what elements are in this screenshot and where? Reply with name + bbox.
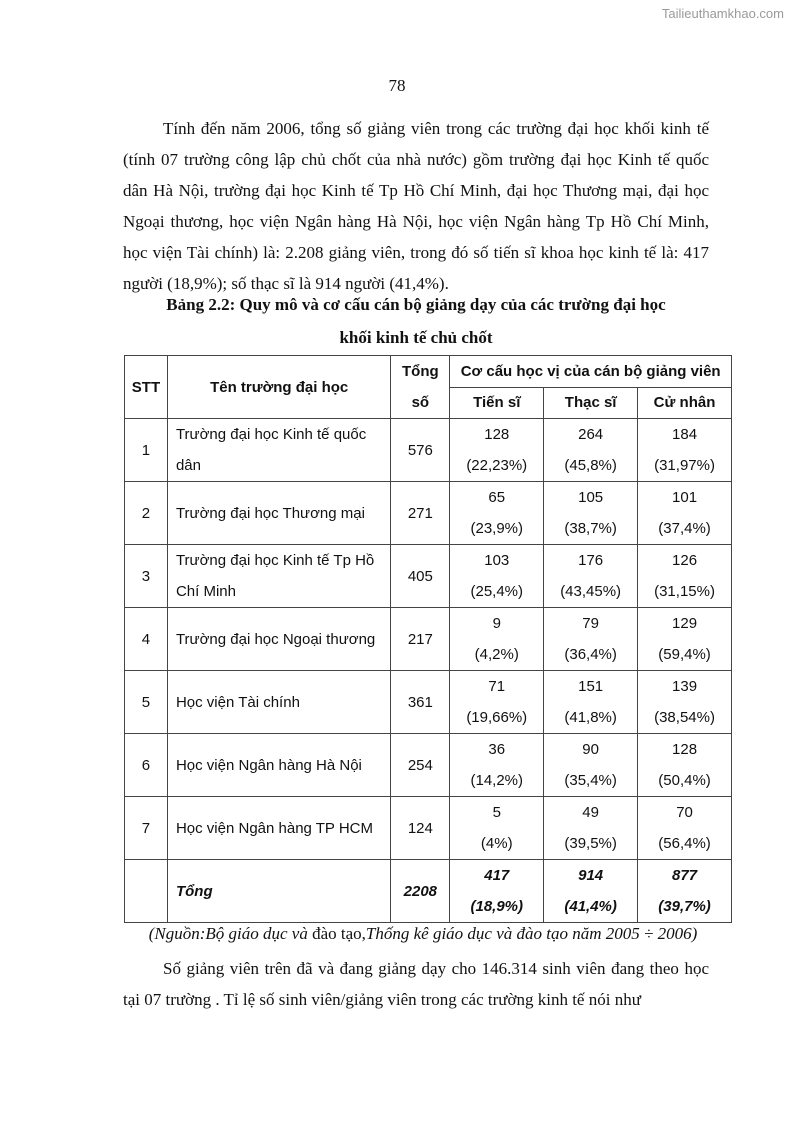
cell-masters-percent: (39,5%): [564, 835, 617, 852]
cell-phd-count: 36: [488, 741, 506, 758]
cell-masters-total-percent: (41,4%): [564, 898, 617, 915]
cell-phd-percent: (19,66%): [466, 709, 528, 726]
table-caption-line1: Bảng 2.2: Quy mô và cơ cấu cán bộ giảng dạy của các trường đại học: [166, 295, 666, 314]
table-row: [125, 797, 732, 860]
cell-masters: [544, 419, 638, 482]
cell-bachelor-percent: (38,54%): [654, 709, 715, 726]
cell-phd: [450, 797, 544, 860]
cell-masters-count: 176: [578, 552, 604, 569]
cell-bachelor: [638, 734, 732, 797]
cell-bachelor-percent: (56,4%): [658, 835, 711, 852]
cell-phd-count: 128: [484, 426, 510, 443]
table-row: [125, 734, 732, 797]
cell-phd-count: 65: [488, 489, 506, 506]
cell-bachelor-count: 139: [672, 678, 698, 695]
cell-masters: [544, 671, 638, 734]
cell-bachelor-total-percent: (39,7%): [658, 898, 711, 915]
header-masters: Thạc sĩ: [544, 387, 638, 419]
cell-bachelor-percent: (31,15%): [654, 583, 715, 600]
cell-phd: [450, 671, 544, 734]
cell-phd-total: [450, 860, 544, 923]
cell-bachelor-count: 70: [676, 804, 693, 821]
cell-bachelor: [638, 608, 732, 671]
table-row: [125, 419, 732, 482]
source-note: [123, 924, 723, 944]
cell-phd-count: 71: [488, 678, 506, 695]
table-caption: [123, 288, 709, 354]
cell-masters: [544, 545, 638, 608]
intro-paragraph: Tính đến năm 2006, tổng số giảng viên trong các trường đại học khối kinh tế (tính 07 trường công lập chủ chốt của nhà nước) gồm trường đại học Kinh tế quốc dân Hà Nội, trường đại học Kinh tế Tp Hồ Chí Minh, đại học Thương mại, đại học Ngoại thương, học viện Ngân hàng Hà Nội, học viện Ngân hàng Tp Hồ Chí Minh, học viện Tài chính) là: 2.208 giảng viên, trong đó số tiến sĩ khoa học kinh tế là: 417 người (18,9%); số thạc sĩ là 914 người (41,4%).: [123, 119, 709, 293]
cell-total: 124: [391, 797, 450, 860]
cell-stt: 5: [125, 671, 168, 734]
closing-paragraph: Số giảng viên trên đã và đang giảng dạy cho 146.314 sinh viên đang theo học tại 07 trường . Tỉ lệ số sinh viên/giảng viên trong các trường kinh tế nói như: [123, 959, 709, 1009]
cell-masters-total-count: 914: [578, 867, 604, 884]
table-row: [125, 671, 732, 734]
staff-table: [124, 355, 732, 923]
cell-total: 405: [391, 545, 450, 608]
table-row: [125, 482, 732, 545]
table-caption-line2: khối kinh tế chủ chốt: [339, 328, 493, 347]
cell-phd: [450, 482, 544, 545]
cell-bachelor-percent: (31,97%): [654, 457, 715, 474]
cell-bachelor-total: [638, 860, 732, 923]
cell-school-name: Trường đại học Ngoại thương: [167, 608, 390, 671]
header-phd: Tiến sĩ: [450, 387, 544, 419]
cell-phd-total-count: 417: [484, 867, 510, 884]
cell-stt-empty: [125, 860, 168, 923]
source-suffix: Thống kê giáo dục và đào tạo năm 2005 ÷ 2006): [365, 924, 698, 943]
cell-bachelor-percent: (37,4%): [658, 520, 711, 537]
cell-school-name: Trường đại học Thương mại: [167, 482, 390, 545]
watermark: Tailieuthamkhao.com: [661, 6, 784, 21]
header-school: Tên trường đại học: [167, 356, 390, 419]
cell-bachelor: [638, 419, 732, 482]
total-row: [125, 860, 732, 923]
cell-masters-count: 90: [582, 741, 599, 758]
cell-masters-count: 105: [578, 489, 604, 506]
cell-masters: [544, 608, 638, 671]
cell-masters-percent: (36,4%): [564, 646, 617, 663]
cell-bachelor-count: 184: [672, 426, 698, 443]
header-total-line2: số: [411, 394, 430, 411]
cell-bachelor-total-count: 877: [672, 867, 698, 884]
cell-stt: 6: [125, 734, 168, 797]
cell-phd-percent: (22,23%): [466, 457, 528, 474]
cell-bachelor-count: 129: [672, 615, 698, 632]
cell-stt: 1: [125, 419, 168, 482]
cell-total: 576: [391, 419, 450, 482]
cell-total: 217: [391, 608, 450, 671]
cell-masters-percent: (35,4%): [564, 772, 617, 789]
cell-total: 254: [391, 734, 450, 797]
cell-school-name: Trường đại học Kinh tế Tp Hồ Chí Minh: [167, 545, 390, 608]
header-total-line1: Tổng: [402, 363, 439, 380]
cell-phd-percent: (23,9%): [470, 520, 524, 537]
cell-total: 271: [391, 482, 450, 545]
cell-bachelor: [638, 797, 732, 860]
cell-masters-percent: (45,8%): [564, 457, 617, 474]
cell-bachelor-count: 101: [672, 489, 698, 506]
cell-total: 361: [391, 671, 450, 734]
cell-phd: [450, 419, 544, 482]
cell-bachelor-percent: (50,4%): [658, 772, 711, 789]
cell-stt: 3: [125, 545, 168, 608]
cell-masters-percent: (43,45%): [560, 583, 622, 600]
cell-phd-percent: (25,4%): [470, 583, 524, 600]
cell-school-name: Trường đại học Kinh tế quốc dân: [167, 419, 390, 482]
cell-masters-count: 151: [578, 678, 604, 695]
cell-phd-percent: (14,2%): [470, 772, 524, 789]
table-row: [125, 545, 732, 608]
cell-phd-count: 103: [484, 552, 510, 569]
cell-masters-count: 264: [578, 426, 604, 443]
source-prefix: (Nguồn:Bộ giáo dục và: [148, 924, 313, 943]
cell-bachelor: [638, 482, 732, 545]
page-number: 78: [388, 76, 406, 95]
cell-bachelor: [638, 671, 732, 734]
cell-masters-count: 79: [582, 615, 599, 632]
cell-stt: 7: [125, 797, 168, 860]
cell-masters: [544, 482, 638, 545]
cell-masters: [544, 797, 638, 860]
cell-masters: [544, 734, 638, 797]
cell-phd-percent: (4%): [480, 835, 513, 852]
cell-masters-count: 49: [582, 804, 599, 821]
cell-stt: 4: [125, 608, 168, 671]
header-bachelor: Cử nhân: [638, 387, 732, 419]
cell-total-label: Tổng: [167, 860, 390, 923]
cell-school-name: Học viện Tài chính: [167, 671, 390, 734]
cell-masters-percent: (38,7%): [564, 520, 617, 537]
cell-bachelor-count: 126: [672, 552, 698, 569]
cell-phd-percent: (4,2%): [474, 646, 519, 663]
cell-masters-percent: (41,8%): [564, 709, 617, 726]
cell-bachelor: [638, 545, 732, 608]
cell-masters-total: [544, 860, 638, 923]
header-stt: STT: [125, 356, 168, 419]
cell-grand-total: 2208: [391, 860, 450, 923]
cell-phd: [450, 608, 544, 671]
cell-bachelor-percent: (59,4%): [658, 646, 711, 663]
header-structure: Cơ cấu học vị của cán bộ giảng viên: [450, 356, 732, 388]
cell-school-name: Học viện Ngân hàng TP HCM: [167, 797, 390, 860]
cell-phd: [450, 734, 544, 797]
cell-phd-total-percent: (18,9%): [470, 898, 524, 915]
source-middle: đào tạo,: [312, 924, 366, 943]
cell-phd: [450, 545, 544, 608]
cell-bachelor-count: 128: [672, 741, 698, 758]
cell-phd-count: 5: [492, 804, 501, 821]
header-total: [391, 356, 450, 419]
cell-school-name: Học viện Ngân hàng Hà Nội: [167, 734, 390, 797]
table-row: [125, 608, 732, 671]
cell-phd-count: 9: [492, 615, 501, 632]
cell-stt: 2: [125, 482, 168, 545]
